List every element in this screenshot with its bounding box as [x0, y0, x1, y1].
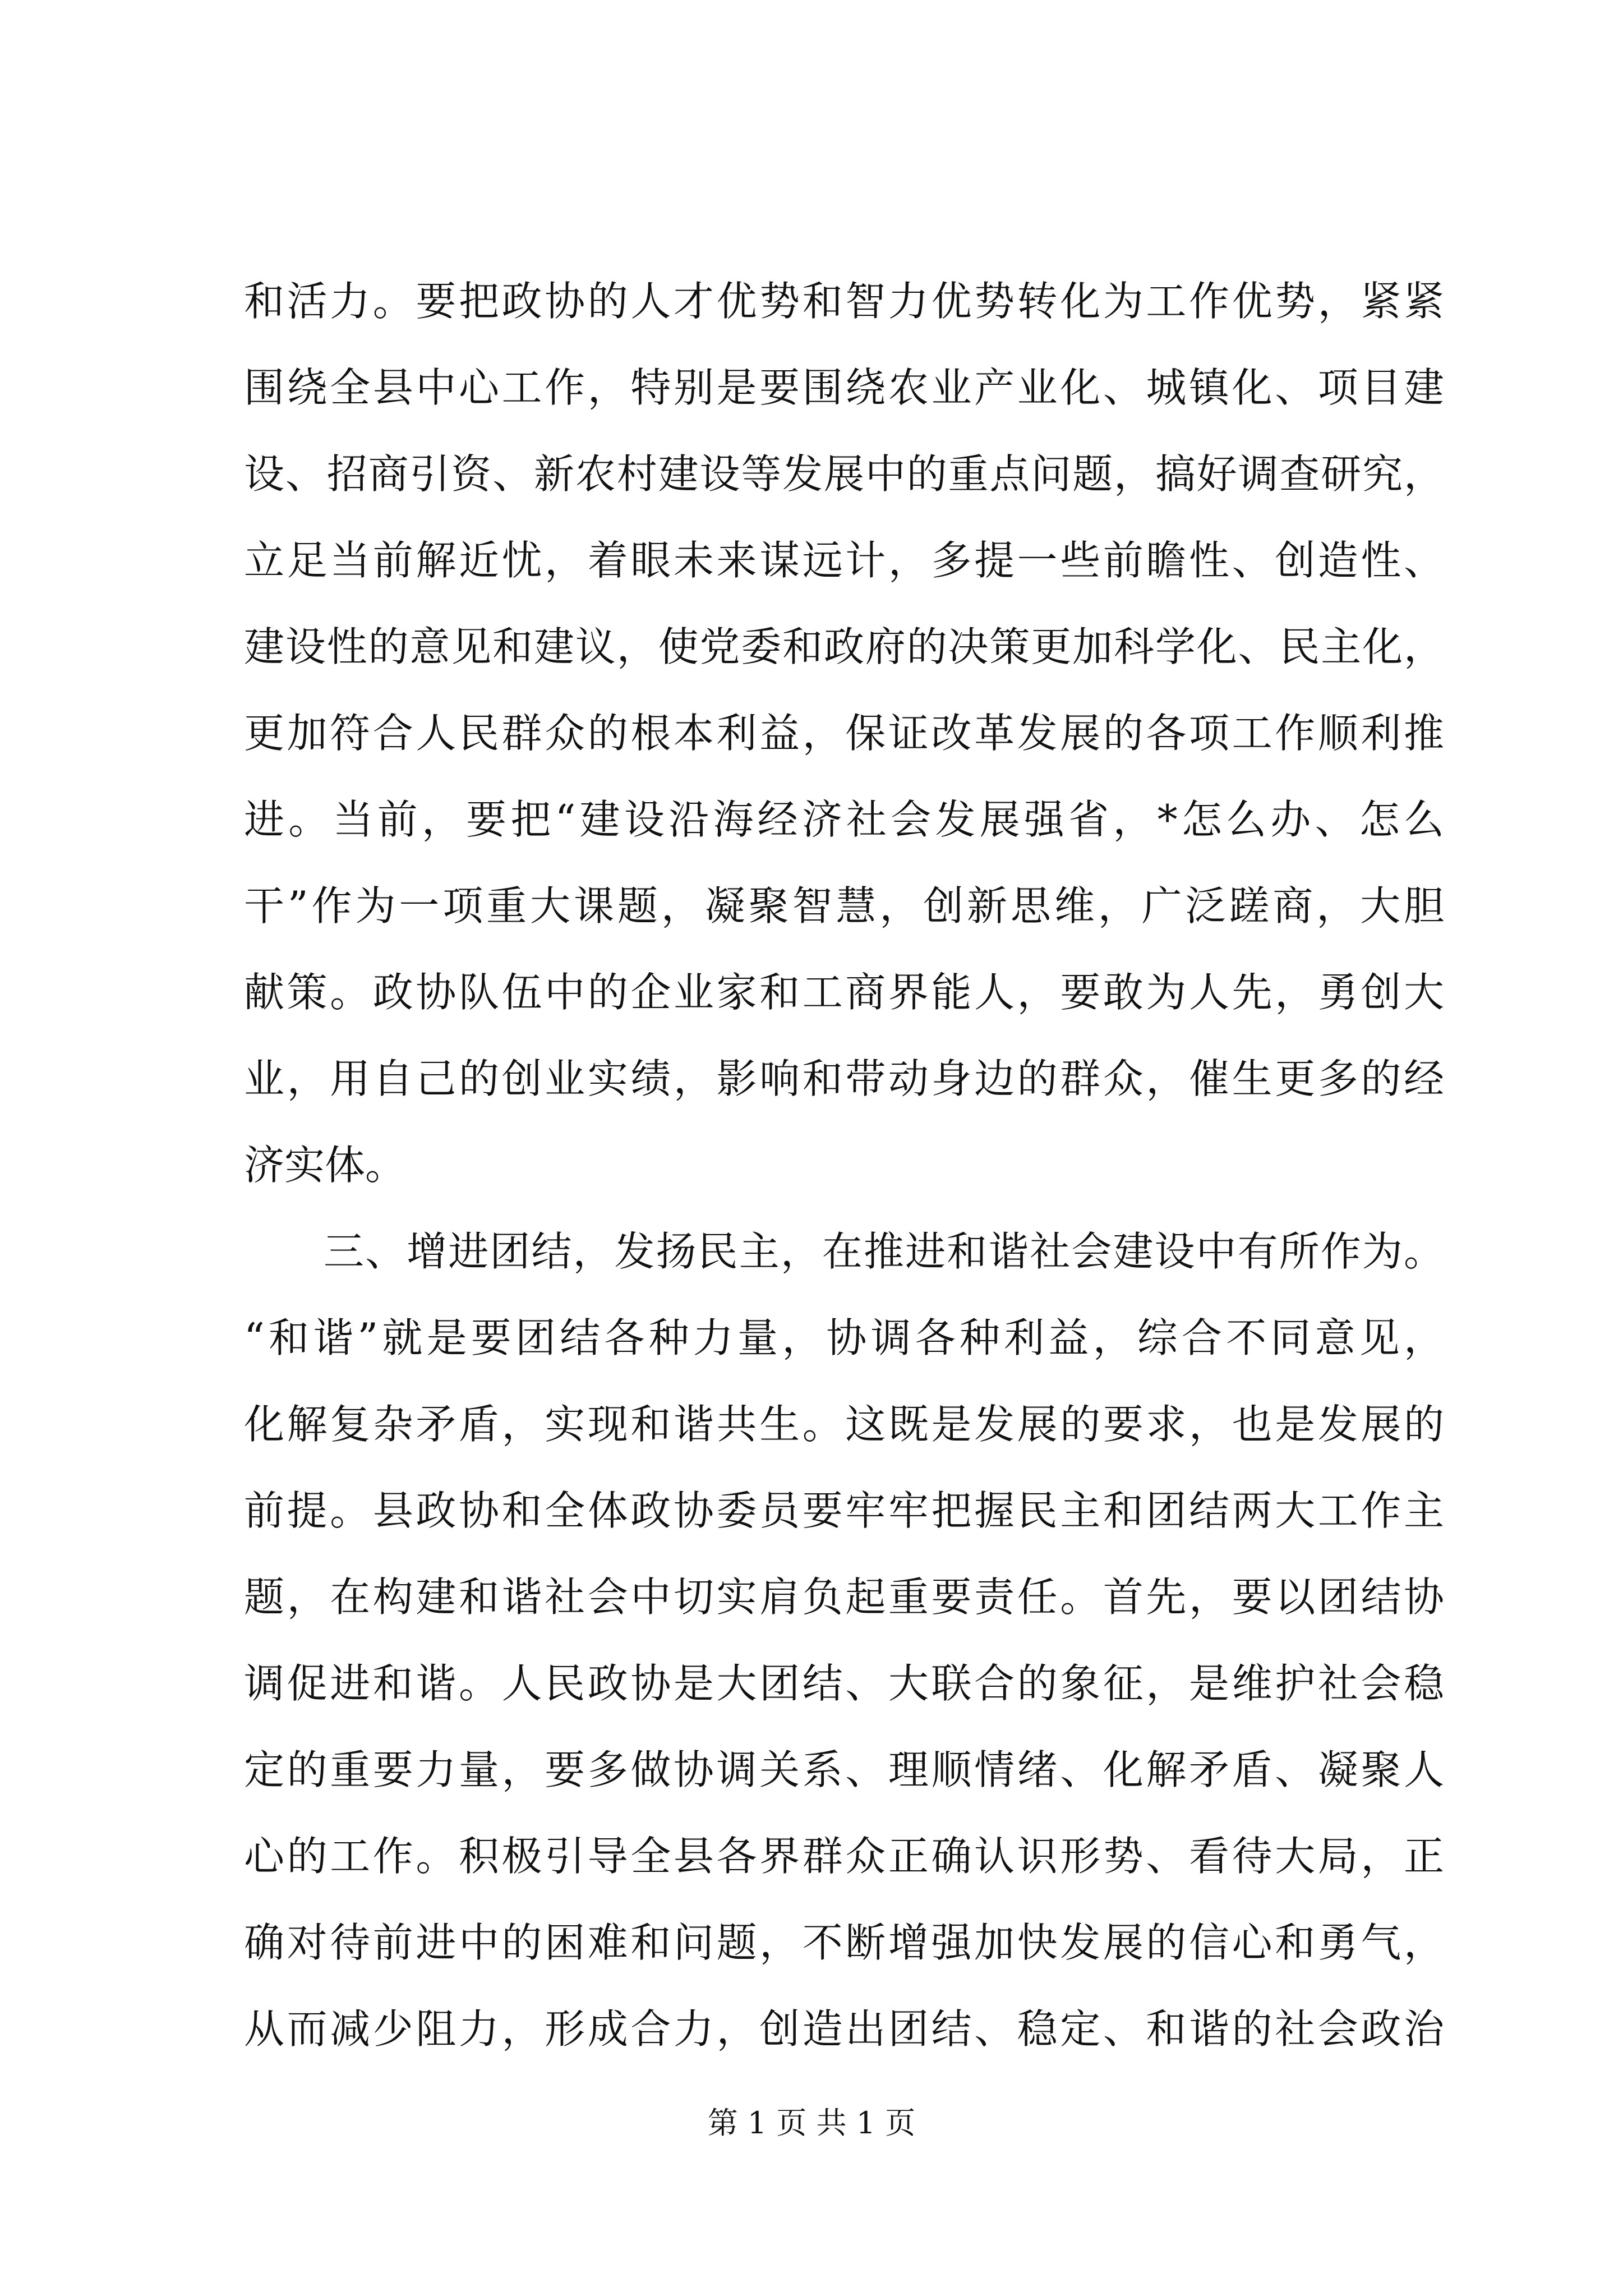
text-line: 确对待前进中的困难和问题，不断增强加快发展的信心和勇气，: [244, 1919, 1444, 1966]
text-line: 业，用自己的创业实绩，影响和带动身边的群众，催生更多的经: [244, 1055, 1444, 1102]
text-line: 建设性的意见和建议，使党委和政府的决策更加科学化、民主化，: [244, 623, 1444, 670]
text-line: 献策。政协队伍中的企业家和工商界能人，要敢为人先，勇创大: [244, 969, 1444, 1016]
text-line: 从而减少阻力，形成合力，创造出团结、稳定、和谐的社会政治: [244, 2005, 1444, 2053]
text-line: 定的重要力量，要多做协调关系、理顺情绪、化解矛盾、凝聚人: [244, 1746, 1444, 1793]
body-text: [244, 258, 1444, 2072]
text-line: 题，在构建和谐社会中切实肩负起重要责任。首先，要以团结协: [244, 1573, 1444, 1621]
text-line: 围绕全县中心工作，特别是要围绕农业产业化、城镇化、项目建: [244, 364, 1444, 411]
text-line: 更加符合人民群众的根本利益，保证改革发展的各项工作顺利推: [244, 710, 1444, 757]
text-line: 进。当前，要把“建设沿海经济社会发展强省，*怎么办、怎么: [244, 796, 1444, 843]
text-line: 心的工作。积极引导全县各界群众正确认识形势、看待大局，正: [244, 1833, 1444, 1880]
text-line: 化解复杂矛盾，实现和谐共生。这既是发展的要求，也是发展的: [244, 1401, 1444, 1448]
text-line: 调促进和谐。人民政协是大团结、大联合的象征，是维护社会稳: [244, 1660, 1444, 1707]
text-line: 立足当前解近忧，着眼未来谋远计，多提一些前瞻性、创造性、: [244, 537, 1444, 584]
section-heading-line: 三、增进团结，发扬民主，在推进和谐社会建设中有所作为。: [324, 1228, 1444, 1275]
text-line: “和谐”就是要团结各种力量，协调各种利益，综合不同意见，: [244, 1314, 1444, 1361]
text-line: 干”作为一项重大课题，凝聚智慧，创新思维，广泛蹉商，大胆: [244, 882, 1444, 930]
text-line: 济实体。: [244, 1142, 406, 1189]
text-line: 设、招商引资、新农村建设等发展中的重点问题，搞好调查研究，: [244, 450, 1444, 498]
text-line: 前提。县政协和全体政协委员要牢牢把握民主和团结两大工作主: [244, 1487, 1444, 1534]
page-number-footer: 第 1 页 共 1 页: [707, 2105, 916, 2141]
text-line: 和活力。要把政协的人才优势和智力优势转化为工作优势，紧紧: [244, 278, 1444, 325]
